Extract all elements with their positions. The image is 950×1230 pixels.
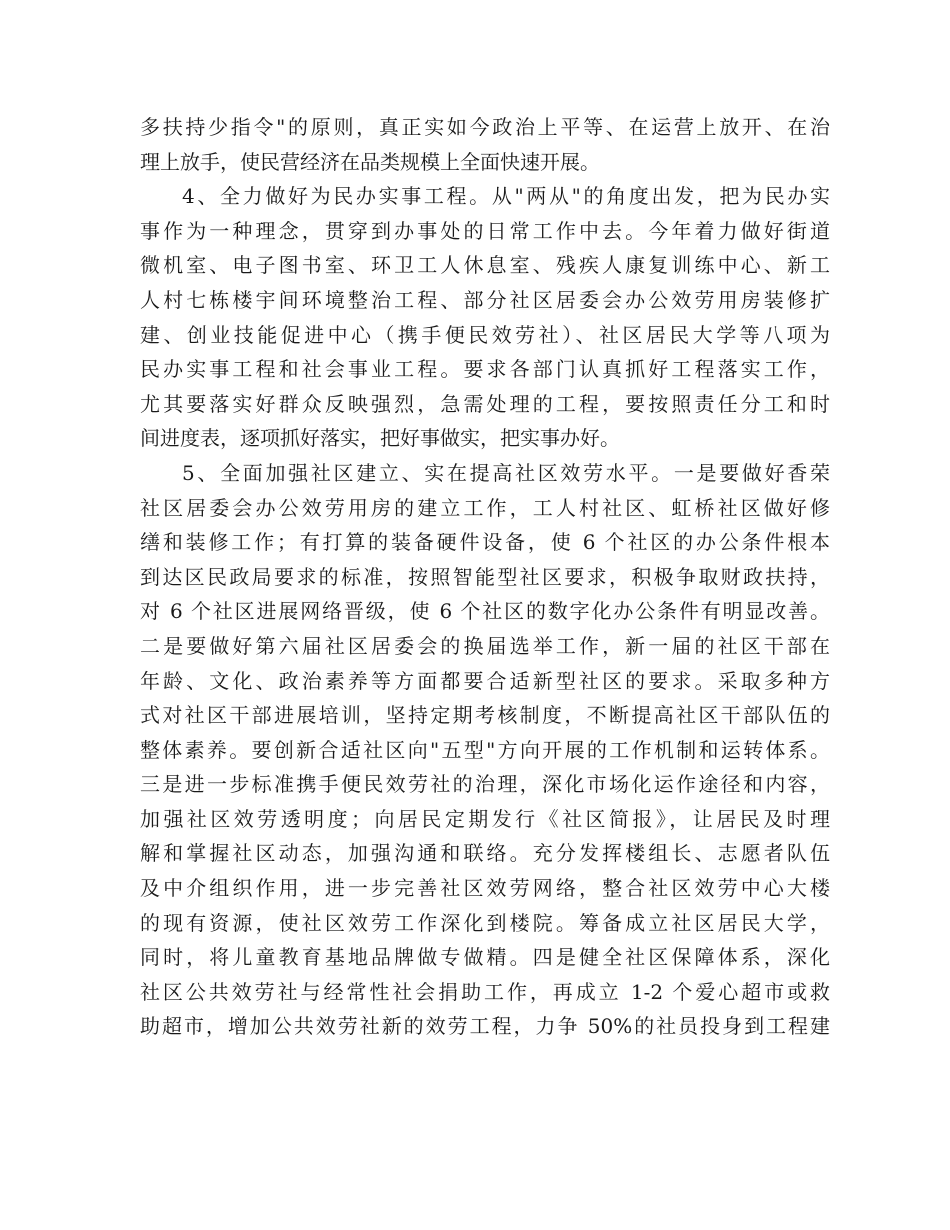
text-line: 4、全力做好为民办实事工程。从"两从"的角度出发，把为民办实 (182, 184, 830, 209)
text-line: 对 6 个社区进展网络晋级，使 6 个社区的数字化办公条件有明显改善。 (140, 599, 830, 624)
text-line: 式对社区干部进展培训，坚持定期考核制度，不断提高社区干部队伍的 (140, 703, 830, 728)
text-line: 同时，将儿童教育基地品牌做专做精。四是健全社区保障体系，深化 (140, 945, 830, 970)
text-line: 到达区民政局要求的标准，按照智能型社区要求，积极争取财政扶持， (140, 564, 830, 589)
text-line: 的现有资源，使社区效劳工作深化到楼院。筹备成立社区居民大学， (140, 910, 830, 935)
text-line: 缮和装修工作；有打算的装备硬件设备，使 6 个社区的办公条件根本 (140, 530, 830, 555)
text-line: 人村七栋楼宇间环境整治工程、部分社区居委会办公效劳用房装修扩 (140, 287, 830, 312)
text-line: 年龄、文化、政治素养等方面都要合适新型社区的要求。采取多种方 (140, 668, 830, 693)
text-line: 微机室、电子图书室、环卫工人休息室、残疾人康复训练中心、新工 (140, 253, 830, 278)
text-line: 整体素养。要创新合适社区向"五型"方向开展的工作机制和运转体系。 (140, 737, 830, 762)
document-body (140, 110, 830, 1044)
text-line: 解和掌握社区动态，加强沟通和联络。充分发挥楼组长、志愿者队伍 (140, 841, 830, 866)
text-line: 及中介组织作用，进一步完善社区效劳网络，整合社区效劳中心大楼 (140, 876, 830, 901)
text-line: 民办实事工程和社会事业工程。要求各部门认真抓好工程落实工作， (140, 357, 830, 382)
text-line: 社区公共效劳社与经常性社会捐助工作，再成立 1-2 个爱心超市或救 (140, 979, 830, 1004)
text-line: 助超市，增加公共效劳社新的效劳工程，力争 50%的社员投身到工程建 (140, 1014, 830, 1039)
text-line: 事作为一种理念，贯穿到办事处的日常工作中去。今年着力做好街道 (140, 218, 830, 243)
text-line: 社区居委会办公效劳用房的建立工作，工人村社区、虹桥社区做好修 (140, 495, 830, 520)
text-line: 多扶持少指令"的原则，真正实如今政治上平等、在运营上放开、在治 (140, 115, 830, 139)
text-line: 加强社区效劳透明度；向居民定期发行《社区简报》，让居民及时理 (140, 806, 830, 831)
text-line: 尤其要落实好群众反映强烈，急需处理的工程，要按照责任分工和时 (140, 391, 830, 416)
text-line: 建、创业技能促进中心（携手便民效劳社）、社区居民大学等八项为 (140, 322, 830, 347)
text-line: 间进度表，逐项抓好落实，把好事做实，把实事办好。 (140, 426, 620, 451)
text-line: 三是进一步标准携手便民效劳社的治理，深化市场化运作途径和内容， (140, 772, 830, 797)
text-line: 理上放手，使民营经济在品类规模上全面快速开展。 (140, 149, 600, 174)
text-line: 5、全面加强社区建立、实在提高社区效劳水平。一是要做好香荣 (182, 460, 830, 485)
text-line: 二是要做好第六届社区居委会的换届选举工作，新一届的社区干部在 (140, 633, 830, 658)
